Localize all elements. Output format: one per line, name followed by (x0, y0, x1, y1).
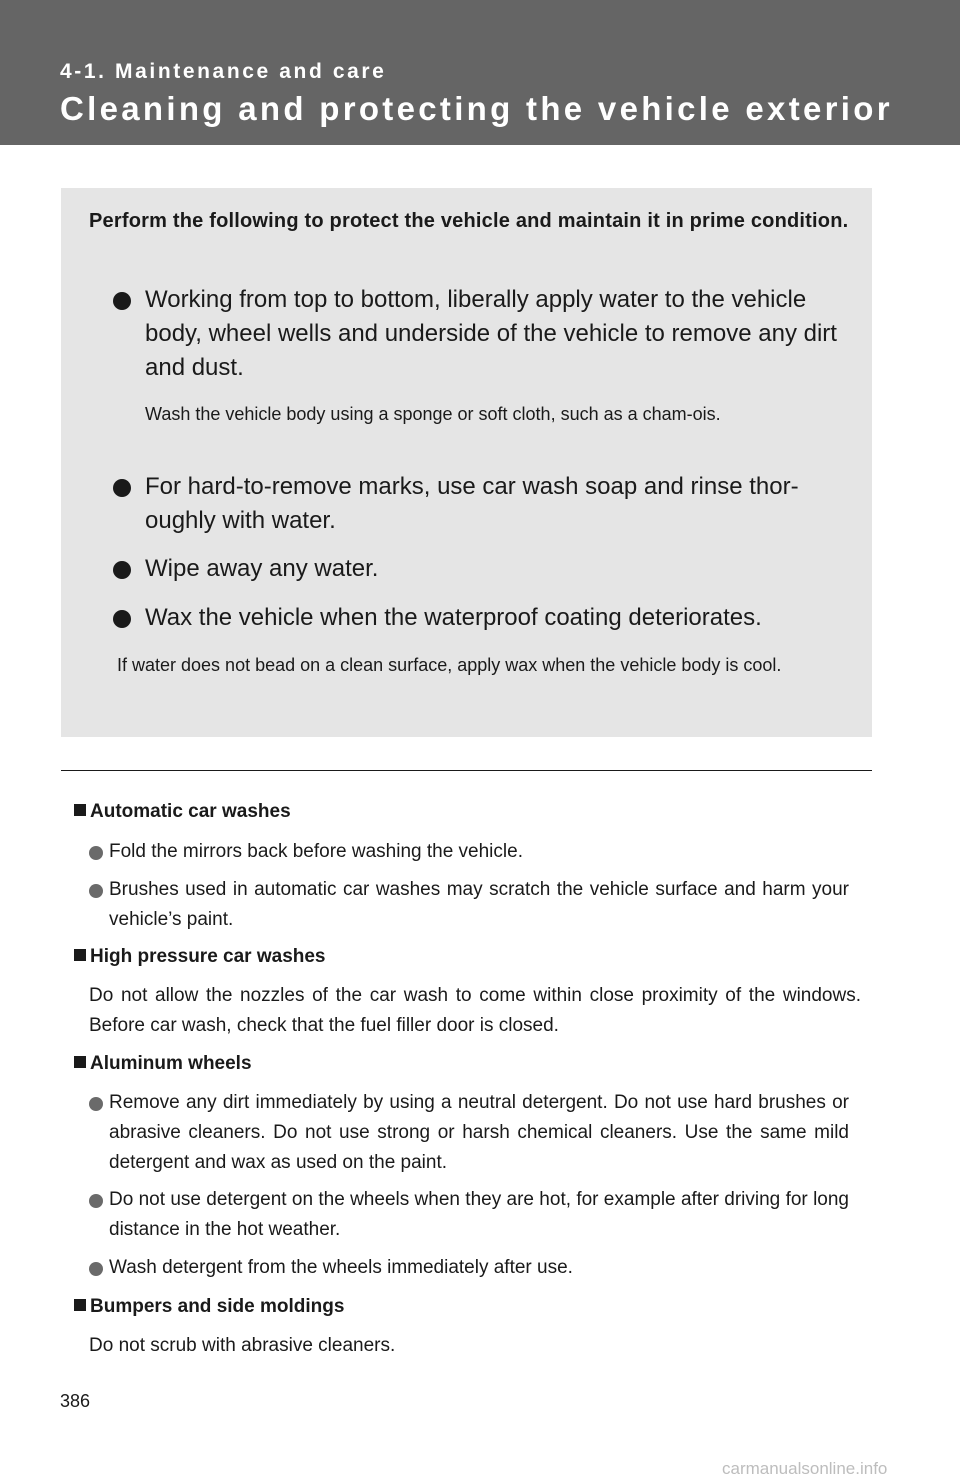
box-item (113, 601, 843, 635)
section-heading: Aluminum wheels (74, 1053, 252, 1075)
square-bullet-icon (74, 1299, 86, 1311)
section-heading: Bumpers and side moldings (74, 1296, 344, 1318)
bullet-dot-icon (113, 479, 131, 497)
box-item-text: Wipe away any water. (145, 555, 379, 582)
intro-box (61, 188, 872, 737)
intro-text: Perform the following to protect the vehicle and maintain it in prime condition. (89, 210, 849, 232)
page-header (0, 0, 960, 145)
list-item: Fold the mirrors back before washing the vehicle. (89, 837, 849, 867)
section-heading: Automatic car washes (74, 801, 291, 823)
box-item-text: Working from top to bottom, liberally apply water to the vehicle body, wheel wells and underside of the vehicle to remove any dirt and dust. (145, 286, 837, 381)
page-title: Cleaning and protecting the vehicle exterior (60, 90, 893, 127)
bullet-dot-icon (89, 1194, 103, 1208)
bullet-dot-icon (113, 561, 131, 579)
bullet-dot-icon (113, 610, 131, 628)
section-heading: High pressure car washes (74, 946, 326, 968)
square-bullet-icon (74, 949, 86, 961)
box-item (113, 552, 843, 586)
bullet-dot-icon (113, 292, 131, 310)
box-note: Wash the vehicle body using a sponge or soft cloth, such as a cham-ois. (145, 404, 721, 424)
section-label: 4-1. Maintenance and care (60, 60, 387, 83)
box-item-text: For hard-to-remove marks, use car wash soap and rinse thor-oughly with water. (145, 473, 799, 534)
box-item (113, 283, 843, 385)
box-item-text: Wax the vehicle when the waterproof coating deteriorates. (145, 604, 762, 631)
section-paragraph: Do not scrub with abrasive cleaners. (89, 1335, 396, 1356)
section-paragraph: Do not allow the nozzles of the car wash to come within close proximity of the windows. Before car wash, check that the fuel filler door is closed. (89, 985, 861, 1036)
list-item: Do not use detergent on the wheels when they are hot, for example after driving for long distance in the hot weather. (89, 1185, 849, 1245)
page-number: 386 (60, 1391, 91, 1411)
box-item (113, 470, 843, 538)
bullet-dot-icon (89, 1262, 103, 1276)
bullet-dot-icon (89, 1097, 103, 1111)
list-item: Wash detergent from the wheels immediately after use. (89, 1253, 849, 1283)
bullet-dot-icon (89, 884, 103, 898)
divider (61, 770, 872, 771)
square-bullet-icon (74, 804, 86, 816)
watermark: carmanualsonline.info (722, 1459, 888, 1478)
bullet-dot-icon (89, 846, 103, 860)
list-item: Remove any dirt immediately by using a neutral detergent. Do not use hard brushes or abrasive cleaners. Do not use strong or harsh chemical cleaners. Use the same mild detergent and wax as used on the paint. (89, 1088, 849, 1178)
list-item: Brushes used in automatic car washes may scratch the vehicle surface and harm your vehicle’s paint. (89, 875, 849, 935)
square-bullet-icon (74, 1056, 86, 1068)
box-note: If water does not bead on a clean surface, apply wax when the vehicle body is cool. (117, 655, 782, 675)
